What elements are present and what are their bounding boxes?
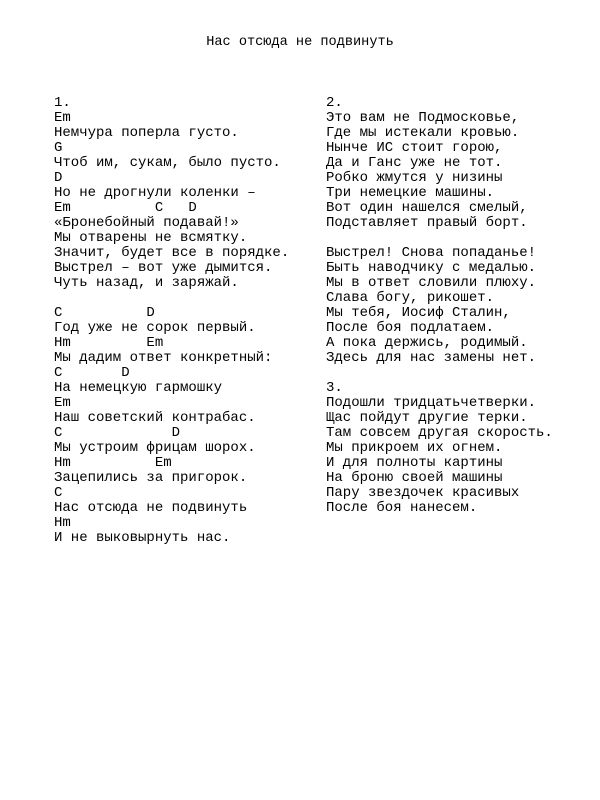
lyric-line: C D xyxy=(54,425,181,441)
right-column xyxy=(326,96,553,516)
lyric-line: Да и Ганс уже не тот. xyxy=(326,155,503,171)
lyric-line: Чуть назад, и заряжай. xyxy=(54,275,239,291)
left-column xyxy=(54,96,289,546)
lyric-line: C xyxy=(54,485,63,501)
lyric-line: Там совсем другая скорость. xyxy=(326,425,553,441)
lyric-line: Немчура поперла густо. xyxy=(54,125,239,141)
page-title: Нас отсюда не подвинуть xyxy=(206,35,394,50)
lyric-line: А пока держись, родимый. xyxy=(326,335,528,351)
lyric-line: Мы в ответ словили плюху. xyxy=(326,275,537,291)
lyric-line: Нас отсюда не подвинуть xyxy=(54,500,248,516)
lyric-line: На броню своей машины xyxy=(326,470,503,486)
lyric-line: Выстрел – вот уже дымится. xyxy=(54,260,273,276)
lyric-line: Мы прикроем их огнем. xyxy=(326,440,503,456)
lyric-line: Чтоб им, сукам, было пусто. xyxy=(54,155,281,171)
lyric-line: Год уже не сорок первый. xyxy=(54,320,256,336)
lyric-line: Но не дрогнули коленки – xyxy=(54,185,256,201)
lyric-line: G xyxy=(54,140,63,156)
lyric-line: Пару звездочек красивых xyxy=(326,485,520,501)
lyric-line: Em xyxy=(54,395,71,411)
lyric-line: После боя подлатаем. xyxy=(326,320,495,336)
lyric-line: C D xyxy=(54,365,130,381)
lyric-line: Щас пойдут другие терки. xyxy=(326,410,528,426)
lyric-line: Мы отварены не всмятку. xyxy=(54,230,248,246)
lyric-line: Hm Em xyxy=(54,335,164,351)
lyric-line: Вот один нашелся смелый, xyxy=(326,200,528,216)
stanza-gap xyxy=(326,366,553,381)
lyric-line: Мы устроим фрицам шорох. xyxy=(54,440,256,456)
lyric-line: 3. xyxy=(326,380,343,396)
lyric-line: Мы дадим ответ конкретный: xyxy=(54,350,273,366)
lyric-line: Здесь для нас замены нет. xyxy=(326,350,537,366)
lyric-line: Это вам не Подмосковье, xyxy=(326,110,520,126)
lyric-line: Em C D xyxy=(54,200,197,216)
lyric-line: 1. xyxy=(54,95,71,111)
lyric-line: Значит, будет все в порядке. xyxy=(54,245,290,261)
stanza-gap xyxy=(326,231,553,246)
lyric-line: Hm Em xyxy=(54,455,172,471)
lyric-line: Em xyxy=(54,110,71,126)
stanza-gap xyxy=(54,291,289,306)
lyric-line: Наш советский контрабас. xyxy=(54,410,256,426)
lyric-line: И не выковырнуть нас. xyxy=(54,530,231,546)
lyric-line: Зацепились за пригорок. xyxy=(54,470,248,486)
lyric-line: C D xyxy=(54,305,155,321)
lyric-line: Робко жмутся у низины xyxy=(326,170,503,186)
lyric-line: Подошли тридцатьчетверки. xyxy=(326,395,537,411)
lyric-line: «Бронебойный подавай!» xyxy=(54,215,239,231)
lyric-line: После боя нанесем. xyxy=(326,500,478,516)
lyric-line: Слава богу, рикошет. xyxy=(326,290,495,306)
lyric-line: Мы тебя, Иосиф Сталин, xyxy=(326,305,511,321)
lyric-line: На немецкую гармошку xyxy=(54,380,223,396)
lyric-line: Подставляет правый борт. xyxy=(326,215,528,231)
lyric-line: D xyxy=(54,170,63,186)
lyric-line: Где мы истекали кровью. xyxy=(326,125,520,141)
lyric-line: Нынче ИС стоит горою, xyxy=(326,140,503,156)
lyric-line: Быть наводчику с медалью. xyxy=(326,260,537,276)
lyric-line: 2. xyxy=(326,95,343,111)
lyric-line: И для полноты картины xyxy=(326,455,503,471)
lyric-line: Три немецкие машины. xyxy=(326,185,495,201)
lyric-line: Hm xyxy=(54,515,71,531)
lyric-line: Выстрел! Снова попаданье! xyxy=(326,245,537,261)
